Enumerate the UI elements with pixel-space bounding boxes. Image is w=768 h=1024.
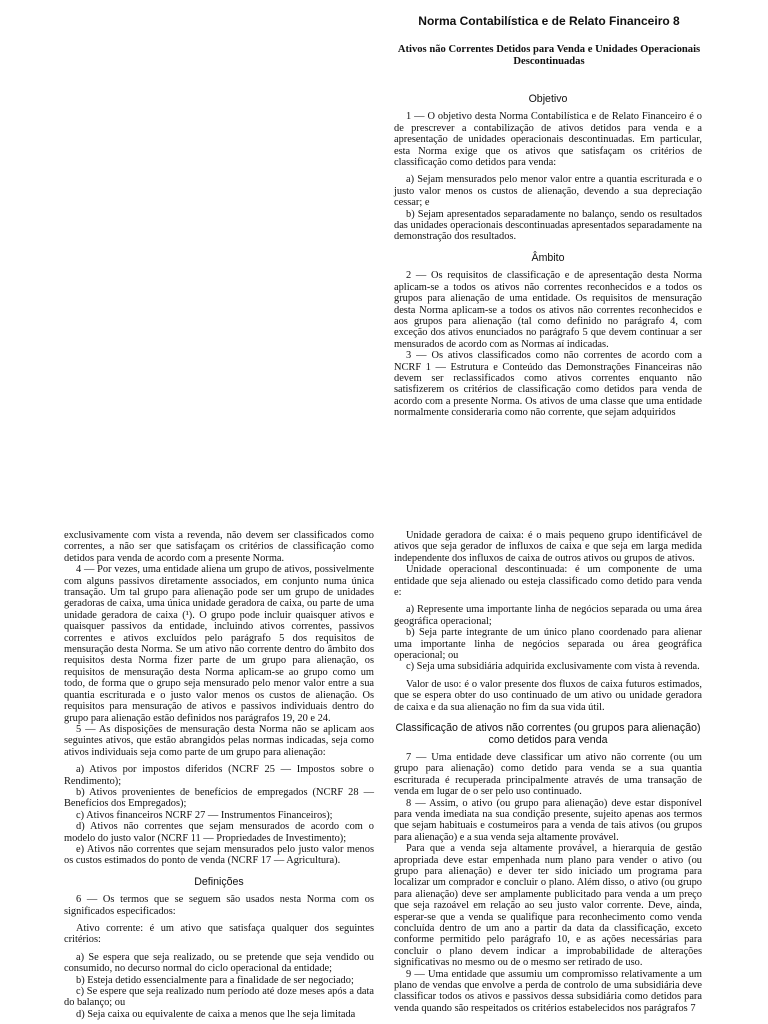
paragraph: b) Sejam apresentados separadamente no balanço, sendo os resultados das unidades operacionais descontinuadas apresentados separadamente na demonstração dos resultados. <box>394 208 702 243</box>
paragraph: b) Seja parte integrante de um único plano coordenado para alienar uma importante linha de negócios separada ou área geográfica operacional; ou <box>394 627 702 662</box>
paragraph: 7 — Uma entidade deve classificar um ativo não corrente (ou um grupo para alienação) como detido para venda se a sua quantia escriturada é recuperada principalmente através de uma transação de venda em lugar de o ser pelo uso continuado. <box>394 751 702 798</box>
paragraph: 9 — Uma entidade que assumiu um compromisso relativamente a um plano de vendas que envolve a perda de controlo de uma subsidiária deve classificar todos os ativos e passivos dessa subsidiária como detidos para venda quando são respeitados os critérios estabelecidos nos parágrafos 7 <box>394 968 702 1014</box>
paragraph: 1 — O objetivo desta Norma Contabilística e de Relato Financeiro é o de prescrever a contabilização de ativos detidos para venda e a apresentação de unidades operacionais descontinuadas. Em particular, esta Norma exige que os ativos que satisfaçam os critérios de classificação como detidos para venda: <box>394 111 702 169</box>
paragraph: e) Ativos não correntes que sejam mensurados pelo justo valor menos os custos estimados do ponto de venda (NCRF 17 — Agricultura). <box>64 843 374 867</box>
paragraph: Valor de uso: é o valor presente dos fluxos de caixa futuros estimados, que se espera obter do uso continuado de um ativo ou unidade geradora de caixa e da sua alienação no fim da sua vida útil. <box>394 678 702 713</box>
paragraph: 3 — Os ativos classificados como não correntes de acordo com a NCRF 1 — Estrutura e Conteúdo das Demonstrações Financeiras não devem ser reclassificados como ativos correntes enquanto não satisfizerem os critérios de classificação como detidos para venda de acordo com a presente Norma. Os ativos de uma classe que uma entidade normalmente consideraria como não corrente, que sejam adquiridos <box>394 350 702 419</box>
paragraph: a) Represente uma importante linha de negócios separada ou uma área geográfica operacional; <box>394 604 702 627</box>
paragraph: Unidade geradora de caixa: é o mais pequeno grupo identificável de ativos que seja gerador de influxos de caixa e que seja em larga medida independente dos influxos de caixa de outros ativos ou grupos de ativos. <box>394 530 702 564</box>
left-column <box>64 530 374 1020</box>
paragraph: 2 — Os requisitos de classificação e de apresentação desta Norma aplicam-se a todos os ativos não correntes reconhecidos e a todos os grupos para alienação de uma entidade. Os requisitos de mensuração desta Norma aplicam-se a todos os ativos não correntes reconhecidos e aos grupos para alienação (tal como definido no parágrafo 4, com exceção dos ativos enunciados no parágrafo 5 que devem continuar a ser mensurados de acordo com as Normas aí indicadas. <box>394 270 702 350</box>
paragraph: c) Ativos financeiros NCRF 27 — Instrumentos Financeiros); <box>76 809 333 821</box>
section-heading: Definições <box>194 875 244 888</box>
paragraph: d) Ativos não correntes que sejam mensurados de acordo com o modelo do justo valor (NCRF 11 — Propriedades de Investimento); <box>64 821 374 844</box>
paragraph: Para que a venda seja altamente provável, a hierarquia de gestão apropriada deve estar empenhada num plano para vender o ativo (ou grupo para alienação) e dever ter sido iniciado um programa para localizar um comprador e concluir o plano. Além disso, o ativo (ou grupo para alienação) deve ser amplamente publicitado para venda a um preço que seja razoável em relação ao seu justo valor corrente. Deve, ainda, esperar-se que a venda se qualifique para reconhecimento como venda concluída dentro de um ano a partir da data da classificação, exceto conforme permitido pelo parágrafo 10, e as ações necessárias para concluir o plano devem indicar a improbabilidade de alterações significativas no mesmo ou de o mesmo ser retirado de uso. <box>394 843 702 969</box>
top-column <box>394 84 702 419</box>
paragraph: 5 — As disposições de mensuração desta Norma não se aplicam aos seguintes ativos, que estão abrangidos pelas normas indicadas, seja como ativos individuais seja como parte de um grupo para alienação: <box>64 723 374 758</box>
paragraph: b) Esteja detido essencialmente para a finalidade de ser negociado; <box>76 974 354 986</box>
paragraph: d) Seja caixa ou equivalente de caixa a menos que lhe seja limitada <box>76 1008 356 1020</box>
paragraph: 6 — Os termos que se seguem são usados nesta Norma com os significados especificados: <box>64 894 374 917</box>
paragraph: c) Seja uma subsidiária adquirida exclusivamente com vista à revenda. <box>406 661 700 673</box>
paragraph: a) Sejam mensurados pelo menor valor entre a quantia escriturada e o justo valor menos os custos de alienação, devendo a sua depreciação cessar; e <box>394 174 702 209</box>
document-header: Norma Contabilística e de Relato Financeiro 8 <box>418 14 680 28</box>
standard-title: Ativos não Correntes Detidos para Venda e Unidades Operacionais Descontinuadas <box>397 44 701 67</box>
paragraph: Ativo corrente: é um ativo que satisfaça qualquer dos seguintes critérios: <box>64 923 374 946</box>
paragraph: 8 — Assim, o ativo (ou grupo para alienação) deve estar disponível para venda imediata na sua condição presente, sujeito apenas aos termos que sejam habituais e costumeiros para a venda de tais ativos (ou grupos para alienação) e a sua venda seja altamente provável. <box>394 797 702 843</box>
paragraph: 4 — Por vezes, uma entidade aliena um grupo de ativos, possivelmente com alguns passivos diretamente associados, em conjunto numa única transação. Um tal grupo para alienação pode ser um grupo de unidades geradoras de caixa, uma única unidade geradora de caixa, ou parte de uma unidade geradora de caixa (¹). O grupo pode incluir quaisquer ativos e quaisquer passivos da entidade, incluindo ativos correntes, passivos correntes e ativos excluídos pelo parágrafo 5 dos requisitos de mensuração desta Norma. Se um ativo não corrente dentro do âmbito dos requisitos desta Norma fizer parte de um grupo para alienação, os requisitos de mensuração desta Norma aplicam-se ao grupo como um todo, de forma que o grupo seja mensurado pelo menor valor entre a sua quantia escriturada e o justo valor menos os custos de alienação. Os requisitos para mensuração de ativos e passivos individuais dentro do grupo para alienação estão definidos nos parágrafos 19, 20 e 24. <box>64 564 374 724</box>
paragraph: exclusivamente com vista a revenda, não devem ser classificados como correntes, a não ser que satisfaçam os critérios de classificação como detidos para venda de acordo com a presente Norma. <box>64 530 374 564</box>
paragraph: a) Se espera que seja realizado, ou se pretende que seja vendido ou consumido, no decurso normal do ciclo operacional da entidade; <box>64 951 374 975</box>
right-column <box>394 530 702 1014</box>
section-heading: Objetivo <box>528 93 568 105</box>
section-heading: Âmbito <box>531 251 565 264</box>
paragraph: b) Ativos provenientes de benefícios de empregados (NCRF 28 — Benefícios dos Empregados); <box>64 786 374 810</box>
paragraph: Unidade operacional descontinuada: é um componente de uma entidade que seja alienado ou esteja classificado como detido para venda e: <box>394 564 702 599</box>
paragraph: c) Se espere que seja realizado num período até doze meses após a data do balanço; ou <box>64 986 374 1009</box>
section-heading: Classificação de ativos não correntes (ou grupos para alienação) como detidos para venda <box>395 722 701 746</box>
paragraph: a) Ativos por impostos diferidos (NCRF 25 — Impostos sobre o Rendimento); <box>64 764 374 787</box>
